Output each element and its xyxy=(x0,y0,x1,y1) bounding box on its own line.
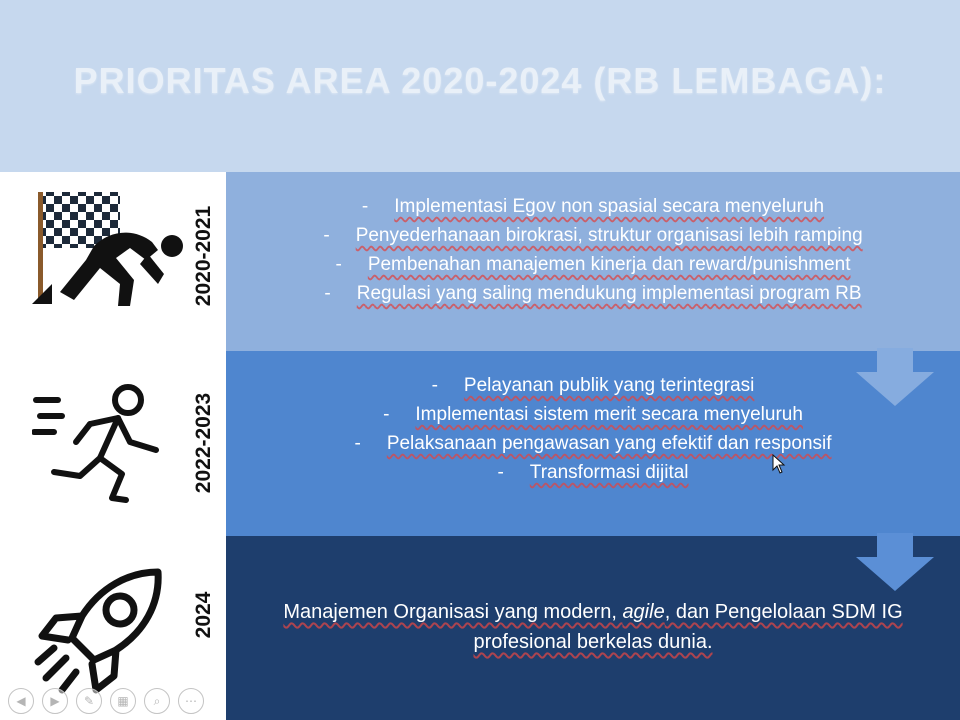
slides-icon[interactable]: ▦ xyxy=(110,688,136,714)
running-person-icon xyxy=(32,380,164,506)
runner-start-flag-icon xyxy=(30,188,190,310)
phase-list-2020-2021 xyxy=(226,192,960,308)
down-arrow-icon xyxy=(852,533,938,593)
list-item: - Pelaksanaan pengawasan yang efektif dan responsif xyxy=(354,433,832,454)
list-item: - Implementasi Egov non spasial secara menyeluruh xyxy=(361,196,825,217)
year-label: 2022-2023 xyxy=(192,392,215,494)
list-item: - Penyederhanaan birokrasi, struktur organisasi lebih ramping xyxy=(323,225,863,246)
list-item: - Regulasi yang saling mendukung implementasi program RB xyxy=(324,283,862,304)
more-icon[interactable]: ⋯ xyxy=(178,688,204,714)
zoom-icon[interactable]: ⌕ xyxy=(144,688,170,714)
year-label: 2020-2021 xyxy=(192,205,215,307)
next-icon[interactable]: ▶ xyxy=(42,688,68,714)
mouse-cursor-icon xyxy=(772,454,786,474)
phase-list-2022-2023 xyxy=(226,371,960,487)
prev-icon[interactable]: ◀ xyxy=(8,688,34,714)
rocket-icon xyxy=(32,566,166,700)
slideshow-controls xyxy=(8,688,204,714)
slide-title: PRIORITAS AREA 2020-2024 (RB LEMBAGA): xyxy=(73,60,887,101)
pen-icon[interactable]: ✎ xyxy=(76,688,102,714)
phase-statement-2024: Manajemen Organisasi yang modern, agile, dan Pengelolaan SDM IG profesional berkelas dunia. xyxy=(283,601,903,653)
title-band xyxy=(0,0,960,172)
list-item: - Transformasi dijital xyxy=(497,462,689,483)
year-label: 2024 xyxy=(192,591,215,639)
list-item: - Pelayanan publik yang terintegrasi xyxy=(431,375,755,396)
list-item: - Implementasi sistem merit secara menyeluruh xyxy=(383,404,803,425)
list-item: - Pembenahan manajemen kinerja dan reward/punishment xyxy=(335,254,851,275)
